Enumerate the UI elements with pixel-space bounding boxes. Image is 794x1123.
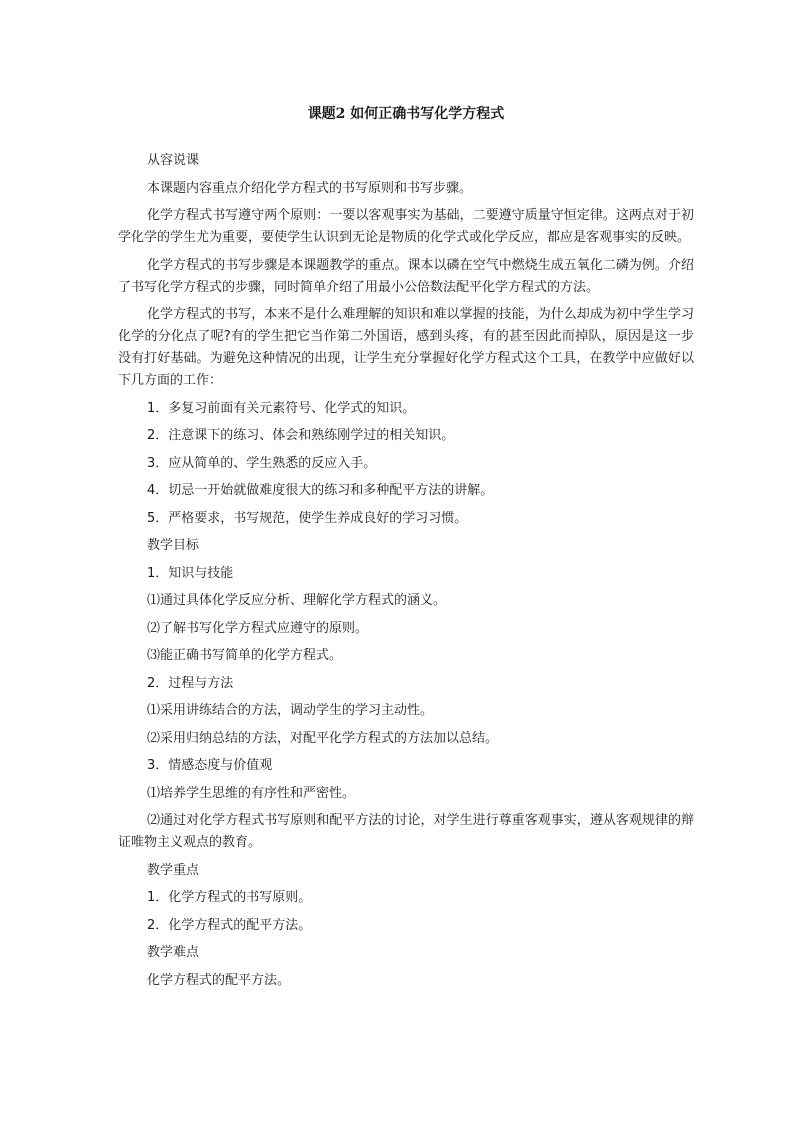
paragraph: 化学方程式的书写步骤是本课题教学的重点。课本以磷在空气中燃烧生成五氧化二磷为例。介绍了书写化学方程式的步骤，同时简单介绍了用最小公倍数法配平化学方程式的方法。 [118, 257, 694, 295]
paragraph: 化学方程式的配平方法。 [147, 972, 291, 988]
section-heading-difficulties: 教学难点 [147, 945, 200, 960]
document-page [118, 0, 694, 1123]
list-item: 2．化学方程式的配平方法。 [147, 917, 312, 933]
document-title: 课题2 如何正确书写化学方程式 [307, 106, 505, 122]
list-item: ⑵采用归纳总结的方法，对配平化学方程式的方法加以总结。 [147, 730, 499, 746]
list-item: 1．多复习前面有关元素符号、化学式的知识。 [147, 400, 416, 416]
paragraph: 化学方程式的书写，本来不是什么难理解的知识和难以掌握的技能，为什么却成为初中学生学习化学的分化点了呢?有的学生把它当作第二外国语，感到头疼，有的甚至因此而掉队，原因是这一步没有打好基础。为避免这种情况的出现，让学生充分掌握好化学方程式这个工具，在教学中应做好以下几方面的工作： [118, 307, 694, 388]
subheading: 3．情感态度与价值观 [147, 758, 273, 773]
list-item: 2．注意课下的练习、体会和熟练刚学过的相关知识。 [147, 428, 455, 443]
list-item: ⑴培养学生思维的有序性和严密性。 [147, 785, 356, 801]
paragraph: 化学方程式书写遵守两个原则：一要以客观事实为基础，二要遵守质量守恒定律。这两点对于初学化学的学生尤为重要，要使学生认识到无论是物质的化学式或化学反应，都应是客观事实的反映。 [118, 208, 694, 245]
section-heading-objectives: 教学目标 [147, 538, 200, 553]
list-item: ⑴采用讲练结合的方法，调动学生的学习主动性。 [147, 703, 434, 718]
document-body [118, 150, 694, 997]
list-item: 5．严格要求，书写规范，使学生养成良好的学习习惯。 [147, 510, 468, 526]
list-item: 1．化学方程式的书写原则。 [147, 890, 312, 905]
paragraph: 本课题内容重点介绍化学方程式的书写原则和书写步骤。 [147, 180, 473, 196]
list-item: ⑴通过具体化学反应分析、理解化学方程式的涵义。 [147, 593, 447, 608]
list-item: 3．应从简单的、学生熟悉的反应入手。 [147, 455, 377, 471]
list-item: ⑵通过对化学方程式书写原则和配平方法的讨论，对学生进行尊重客观事实，遵从客观规律的辩证唯物主义观点的教育。 [118, 813, 694, 850]
list-item: ⑵了解书写化学方程式应遵守的原则。 [147, 620, 369, 636]
list-item: 4．切忌一开始就做难度很大的练习和多种配平方法的讲解。 [147, 483, 494, 498]
subheading: 1．知识与技能 [147, 565, 234, 581]
subheading: 2．过程与方法 [147, 675, 234, 691]
list-item: ⑶能正确书写简单的化学方程式。 [147, 648, 343, 663]
section-heading-key-points: 教学重点 [147, 862, 200, 878]
paragraph-section-shuoke: 从容说课 [147, 153, 200, 168]
